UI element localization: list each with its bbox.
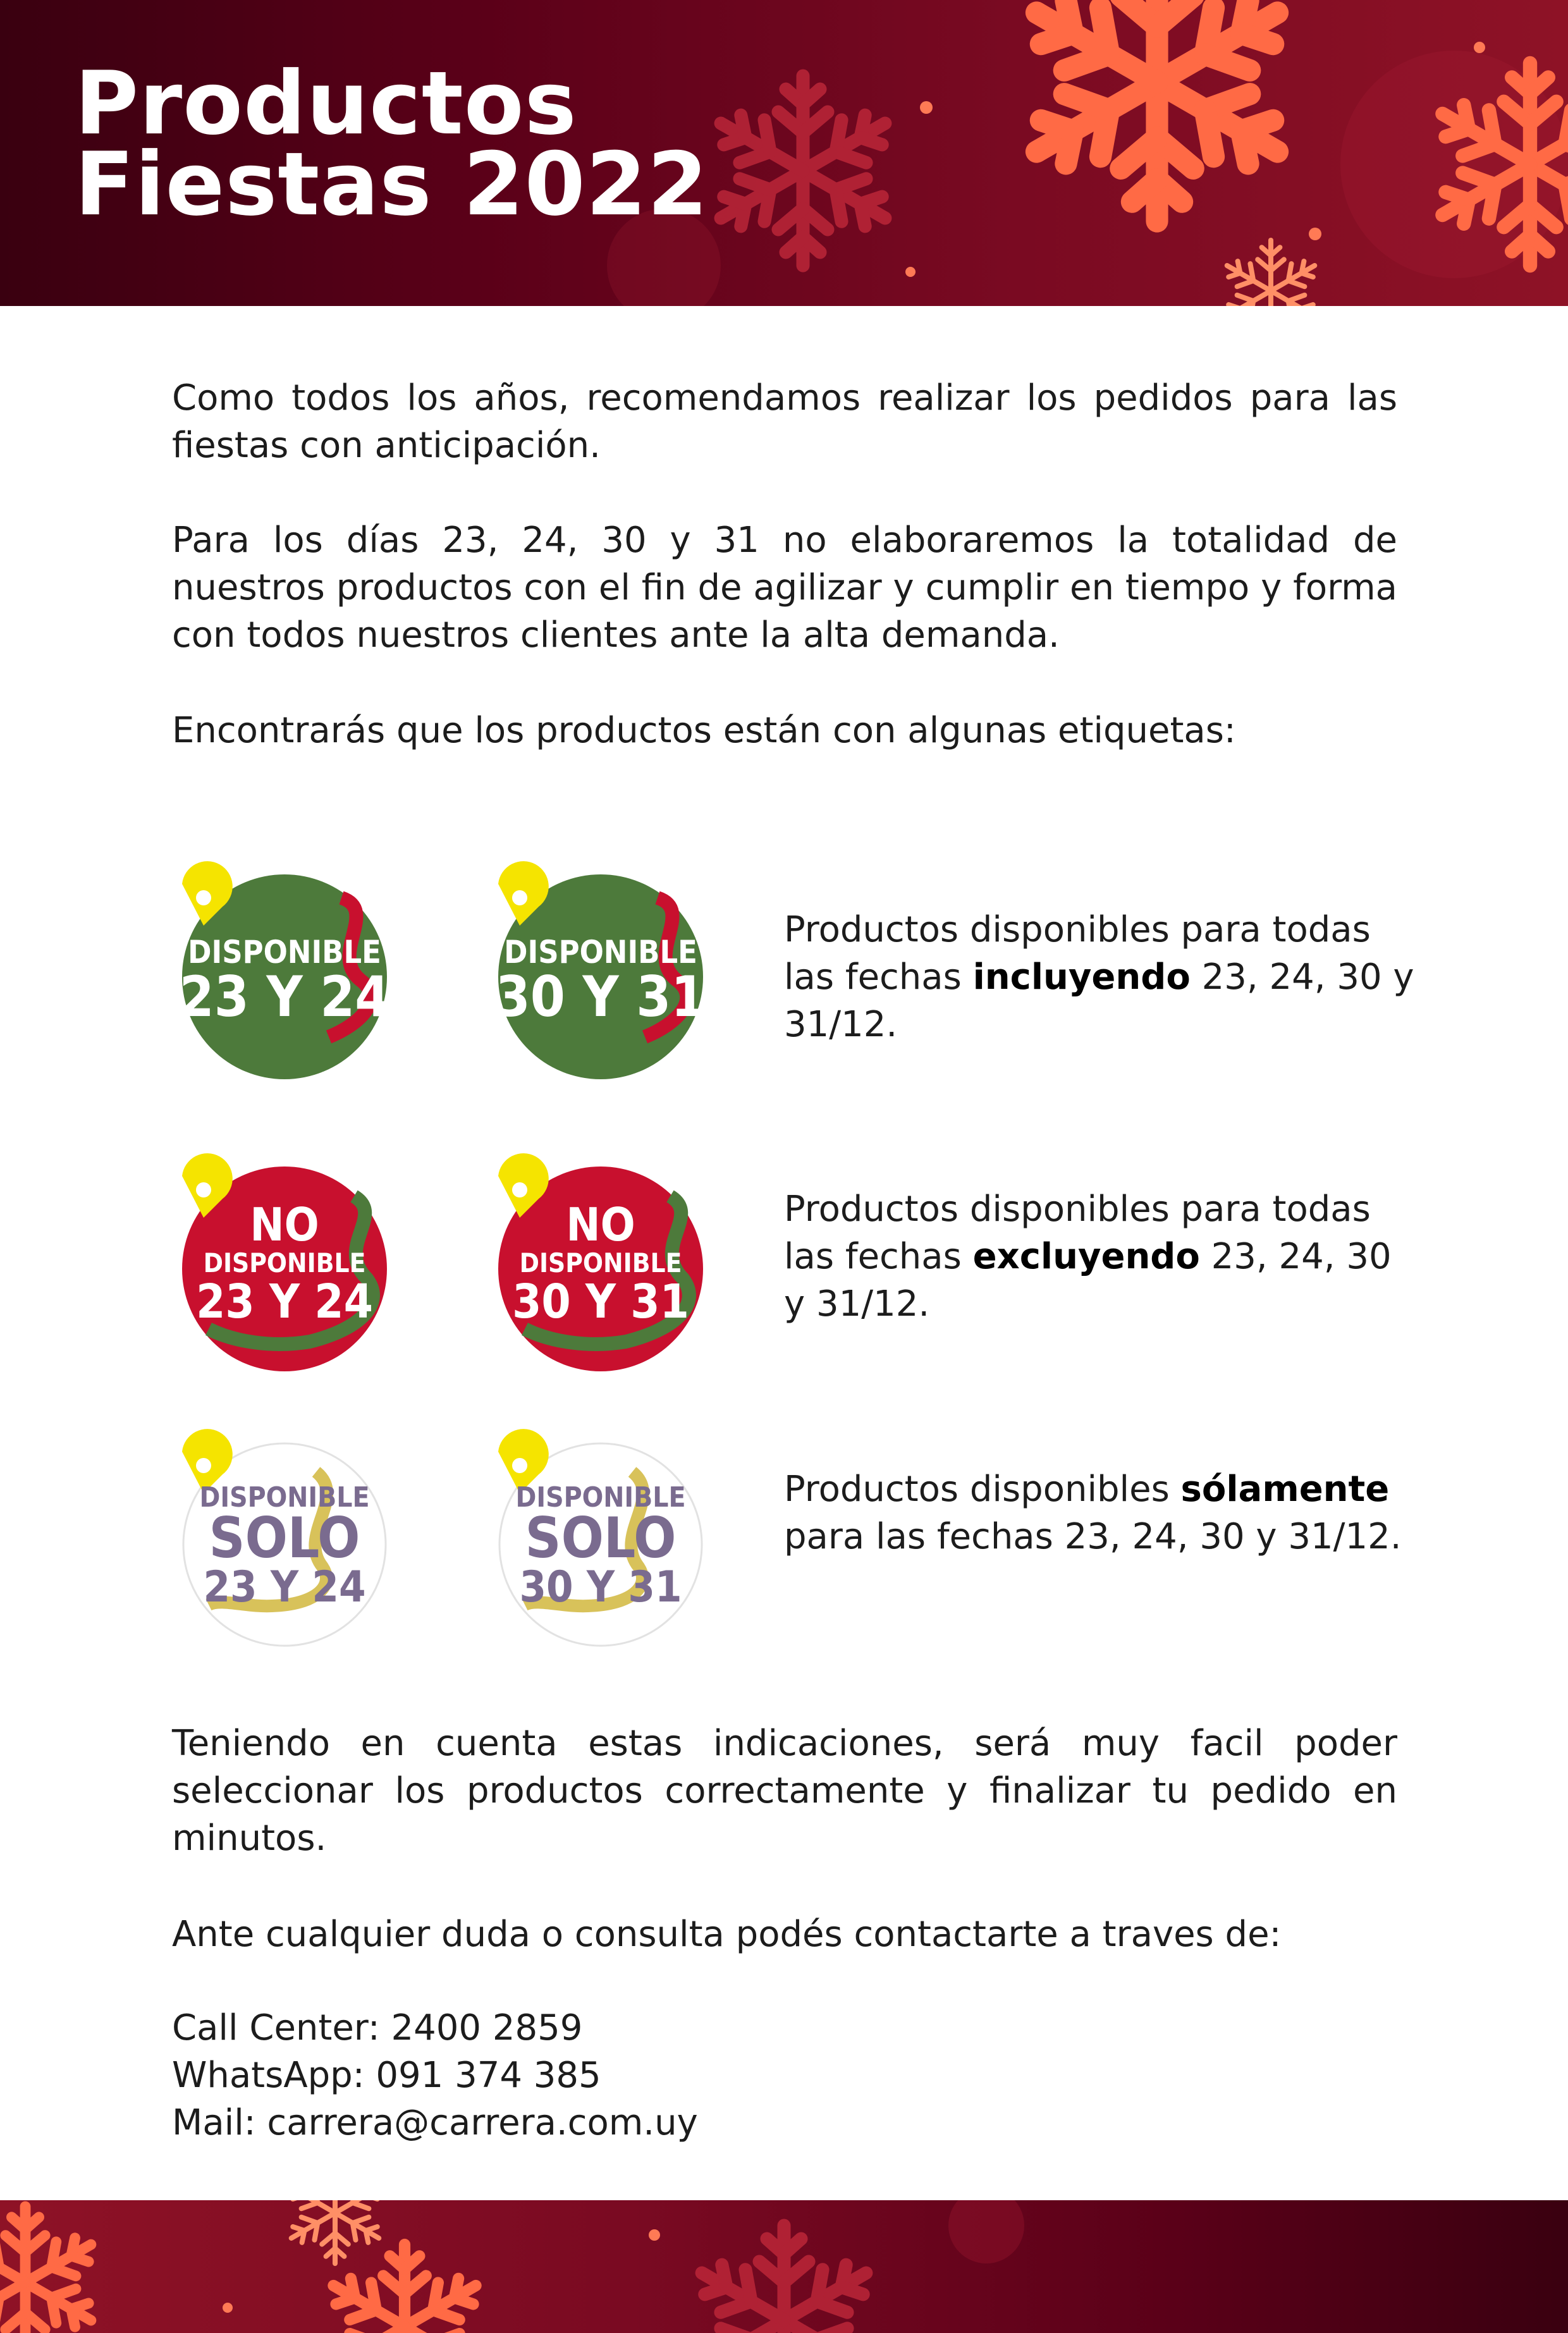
title-line-1: Productos bbox=[75, 52, 577, 154]
label-description-1: Productos disponibles para todas las fechas incluyendo 23, 24, 30 y 31/12. bbox=[784, 909, 1414, 1045]
badge-text-line: SOLO bbox=[525, 1505, 677, 1571]
badge-text-line: 30 Y 31 bbox=[512, 1275, 689, 1329]
badge-text-line: DISPONIBLE bbox=[504, 934, 697, 971]
intro-paragraph-2: Para los días 23, 24, 30 y 31 no elaboraremos la totalidad de nuestros productos con el fin de agilizar y cumplir en tiempo y forma con todos nuestros clientes ante la alta demanda. bbox=[172, 520, 1397, 656]
header-banner bbox=[0, 0, 1568, 306]
badge-text-line: 30 Y 31 bbox=[519, 1562, 682, 1612]
footer-banner bbox=[0, 2200, 1568, 2333]
page-title bbox=[75, 52, 709, 235]
badge-text-line: 23 Y 24 bbox=[179, 964, 390, 1029]
label-description-3: Productos disponibles sólamente para las fechas 23, 24, 30 y 31/12. bbox=[784, 1469, 1402, 1557]
badge-text-line: DISPONIBLE bbox=[199, 1481, 370, 1514]
title-line-2: Fiestas 2022 bbox=[75, 133, 709, 235]
badge-text-line: 23 Y 24 bbox=[203, 1562, 366, 1612]
badge-text-line: SOLO bbox=[209, 1505, 360, 1571]
badge-solo-23-24 bbox=[171, 1428, 398, 1655]
badge-text-line: DISPONIBLE bbox=[203, 1247, 366, 1278]
badge-text-line: 23 Y 24 bbox=[196, 1275, 373, 1329]
badge-text-line: DISPONIBLE bbox=[519, 1247, 682, 1278]
badge-disponible-23-24 bbox=[171, 860, 398, 1087]
outro-paragraph-1: Teniendo en cuenta estas indicaciones, será muy facil poder seleccionar los productos correctamente y finalizar tu pedido en minutos. bbox=[172, 1723, 1397, 1859]
intro-paragraph-3: Encontrarás que los productos están con algunas etiquetas: bbox=[172, 710, 1236, 751]
badge-text-line: DISPONIBLE bbox=[515, 1481, 686, 1514]
badge-solo-30-31 bbox=[487, 1428, 714, 1655]
badge-disponible-30-31 bbox=[487, 860, 714, 1087]
badge-no-disponible-23-24 bbox=[171, 1152, 398, 1380]
intro-paragraph-1: Como todos los años, recomendamos realizar los pedidos para las fiestas con anticipación. bbox=[172, 377, 1397, 466]
outro-paragraph-2: Ante cualquier duda o consulta podés contactarte a traves de: bbox=[172, 1914, 1282, 1955]
snowflake-decoration bbox=[0, 2200, 1568, 2333]
badge-text-line: NO bbox=[250, 1198, 319, 1251]
badge-text-line: 30 Y 31 bbox=[495, 964, 706, 1029]
contact-info bbox=[172, 2004, 698, 2146]
label-description-2: Productos disponibles para todas las fechas excluyendo 23, 24, 30 y 31/12. bbox=[784, 1189, 1392, 1325]
whatsapp: WhatsApp: 091 374 385 bbox=[172, 2055, 601, 2096]
badge-text-line: NO bbox=[566, 1198, 635, 1251]
call-center: Call Center: 2400 2859 bbox=[172, 2007, 583, 2048]
mail: Mail: carrera@carrera.com.uy bbox=[172, 2102, 698, 2143]
badge-text-line: DISPONIBLE bbox=[188, 934, 381, 971]
badge-no-disponible-30-31 bbox=[487, 1152, 714, 1380]
